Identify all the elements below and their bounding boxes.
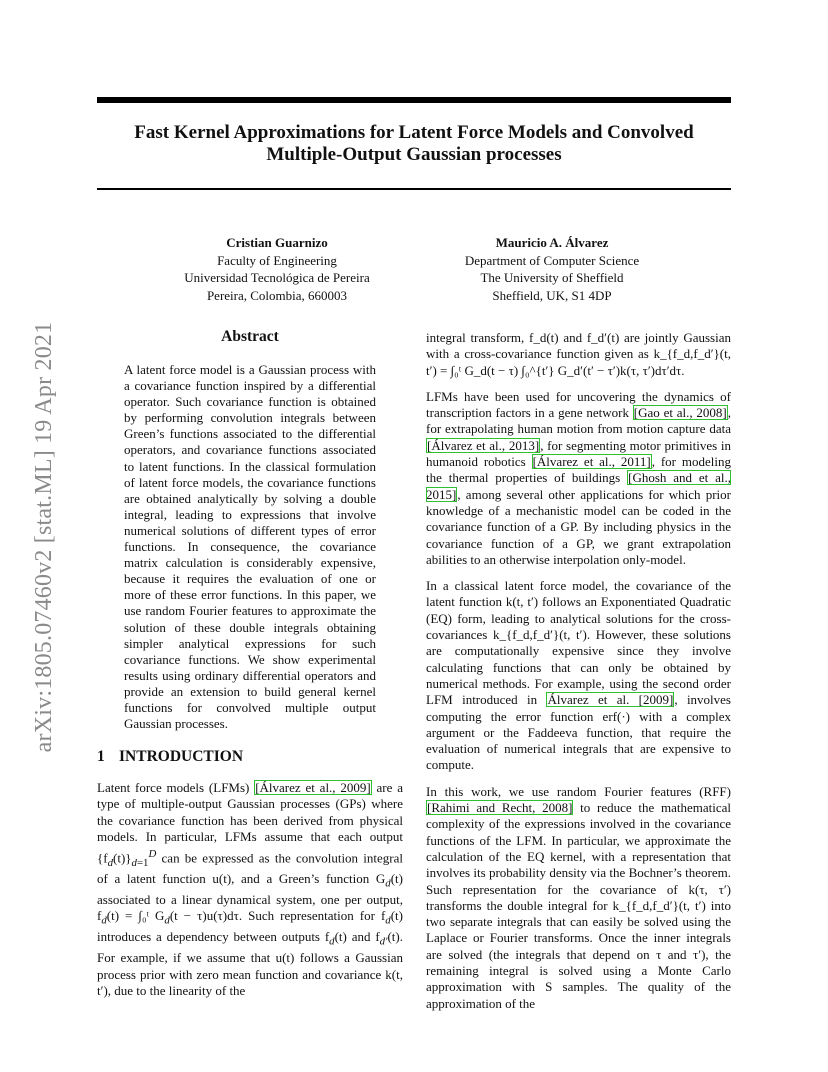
section-title: INTRODUCTION [119,748,244,765]
author-affiliation-line: Sheffield, UK, S1 4DP [492,287,612,303]
citation-link[interactable]: [Rahimi and Recht, 2008] [427,800,573,816]
citation-link[interactable]: [Álvarez et al., 2011] [532,454,651,470]
paragraph: In a classical latent force model, the covariance of the latent function k(t, t′) follows an Exponentiated Quadratic (EQ) form, leading to analytical solutions for the cross-covariances k_{f_d,f_d′}(t, t′). However, these solutions are computationally expensive since they involve calculating functions that can only be obtained by numerical methods. For example, using the second order LFM introduced in Álvarez et al. [2009], involves computing the error function erf(·) with a complex argument or the Faddeeva function, that require the evaluation of numerical integrals that are expensive to compute. [426,578,731,773]
author-block-2 [422,234,682,304]
paragraph: LFMs have been used for uncovering the dynamics of transcription factors in a gene network [Gao et al., 2008], for extrapolating human motion from motion capture data [Álvarez et al., 2013], for segmenting motor primitives in humanoid robotics [Álvarez et al., 2011], for modeling the thermal properties of buildings [Ghosh and et al., 2015], among several other applications for which prior knowledge of a mechanistic model can be coded in the covariance function of a GP. By including physics in the covariance function of a GP, we grant extrapolation abilities to an otherwise interpolation only-model. [426,388,732,567]
author-block-1 [147,234,407,304]
author-affiliation-line: Universidad Tecnológica de Pereira [184,270,370,285]
citation-link[interactable]: [Álvarez et al., 2013] [427,437,540,453]
citation-link[interactable]: Álvarez et al. [2009] [547,692,674,708]
author-name: Cristian Guarnizo [226,235,328,250]
author-name: Mauricio A. Álvarez [495,235,609,250]
abstract-heading: Abstract [221,328,279,345]
citation-link[interactable]: [Gao et al., 2008] [633,405,727,421]
author-affiliation-line: The University of Sheffield [480,270,624,285]
paper-title: Fast Kernel Approximations for Latent Force Models and Convolved Multiple-Output Gaussian processes [134,122,694,165]
right-column [426,330,731,1022]
citation-link[interactable]: [Ghosh and et al., 2015] [426,470,732,502]
abstract-text: A latent force model is a Gaussian process with a covariance function inspired by a differential operator. Such covariance function is obtained by performing convolution integrals between Green’s functions associated to the differential operators, and covariance functions associated to latent functions. In the classical formulation of latent force models, the covariance functions are obtained analytically by solving a double integral, leading to expressions that involve numerical solutions of different types of error functions. In consequence, the covariance matrix calculation is considerably expensive, because it requires the evaluation of one or more of these error functions. In this paper, we use random Fourier features to approximate the solution of these double integrals obtaining simpler analytical expressions for such covariance functions. We show experimental results using ordinary differential operators and provide an extension to build general kernel functions for convolved multiple output Gaussian processes. [124,362,376,732]
arxiv-stamp: arXiv:1805.07460v2 [stat.ML] 19 Apr 2021 [31,321,57,753]
author-affiliation-line: Department of Computer Science [464,252,640,268]
title-top-rule [97,97,731,103]
title-bottom-rule [97,188,731,190]
paragraph: integral transform, f_d(t) and f_d′(t) are jointly Gaussian with a cross-covariance function given as k_{f_d,f_d′}(t, t′) = ∫₀ᵗ G_d(t − τ) ∫₀^{t′} G_d′(t′ − τ′)k(τ, τ′)dτ′dτ. [426,330,731,378]
author-affiliation-line: Pereira, Colombia, 660003 [206,287,348,303]
author-affiliation-line: Faculty of Engineering [217,252,337,268]
paragraph: In this work, we use random Fourier features (RFF) [Rahimi and Recht, 2008] to reduce the mathematical complexity of the expressions involved in the covariance functions of the LFM. In particular, we approximate the calculation of the EQ kernel, with a representation that involves its probability density via the Bochner’s theorem. Such representation for the covariance of k(τ, τ′) transforms the double integral for k_{f_d,f_d′}(t, t′) into two separate integrals that can easily be solved using the Laplace or Fourier transforms. Once the inner integrals are solved (the integrals that depend on τ and τ′), the remaining integral is solved using a Monte Carlo approximation with S samples. The quality of the approximation of the [426,783,731,1011]
section-number: 1 [97,748,105,765]
intro-paragraph: Latent force models (LFMs) [Álvarez et al., 2009] are a type of multiple-output Gaussian processes (GPs) where the covariance function has been derived from physical models. In particular, LFMs assume that each output $\{f_d(t)\}_{d=1}^D$ can be expressed as the convolution integral of a latent function u(t), and a Green’s function $G_d(t)$ associated to a linear dynamical system, one per output, $f_d(t)$ = ∫₀ᵗ $G_d(t - \tau)u(\tau)d\tau$. Such representation for $f_d(t)$ introduces a dependency between outputs $f_d(t)$ and $f_{d'}(t)$. For example, if we assume that u(t) follows a Gaussian process prior with zero mean function and covariance k(t, t′), due to the linearity of the [97,780,404,999]
section-heading [97,748,243,766]
citation-link[interactable]: [Álvarez et al., 2009] [255,780,371,795]
